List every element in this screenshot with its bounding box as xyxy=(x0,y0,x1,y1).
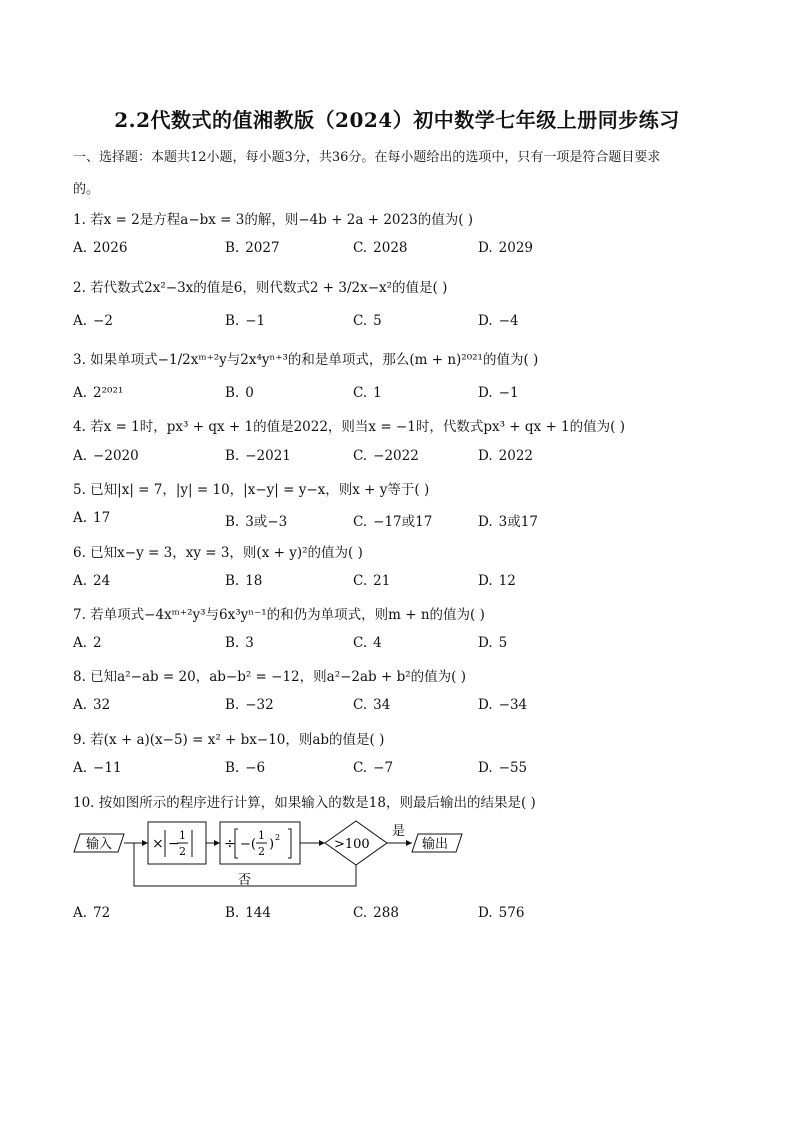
option-label: C. xyxy=(353,635,368,651)
question-3-stem: 3. 如果单项式−1/2xᵐ⁺²y与2x⁴yⁿ⁺³的和是单项式，那么(m + n)²⁰²¹的值为( ) xyxy=(73,352,539,368)
option-value: 288 xyxy=(373,905,399,921)
option-label: A. xyxy=(73,635,88,651)
question-6-stem: 6. 已知x−y = 3，xy = 3，则(x + y)²的值为( ) xyxy=(73,545,363,561)
option-c[interactable] xyxy=(353,313,382,329)
option-d[interactable] xyxy=(478,313,519,329)
option-value: 2 xyxy=(93,635,102,651)
option-label: A. xyxy=(73,313,88,329)
option-a[interactable] xyxy=(73,313,113,329)
question-8-stem: 8. 已知a²−ab = 20，ab−b² = −12，则a²−2ab + b²的值为( ) xyxy=(73,669,466,685)
svg-text:1: 1 xyxy=(179,829,186,842)
option-label: C. xyxy=(353,448,368,464)
svg-text:1: 1 xyxy=(258,829,265,842)
option-d[interactable] xyxy=(478,760,527,776)
option-label: A. xyxy=(73,573,88,589)
option-value: 34 xyxy=(373,697,391,713)
option-label: D. xyxy=(478,514,493,530)
option-value: 2028 xyxy=(373,240,408,256)
option-b[interactable] xyxy=(225,240,280,256)
option-label: B. xyxy=(225,385,240,401)
option-label: C. xyxy=(353,240,368,256)
option-label: A. xyxy=(73,905,88,921)
option-label: A. xyxy=(73,760,88,776)
option-a[interactable] xyxy=(73,510,110,526)
option-b[interactable] xyxy=(225,697,274,713)
option-value: −34 xyxy=(498,697,528,713)
option-a[interactable] xyxy=(73,240,127,256)
option-d[interactable] xyxy=(478,635,507,651)
option-label: D. xyxy=(478,905,493,921)
option-label: C. xyxy=(353,573,368,589)
option-value: −17或17 xyxy=(373,514,433,530)
option-label: D. xyxy=(478,313,493,329)
option-value: −32 xyxy=(245,697,274,713)
option-label: B. xyxy=(225,697,240,713)
svg-text:−: − xyxy=(168,836,180,852)
option-d[interactable] xyxy=(478,385,519,401)
option-label: A. xyxy=(73,697,88,713)
option-b[interactable] xyxy=(225,385,254,401)
option-a[interactable] xyxy=(73,697,110,713)
svg-text:): ) xyxy=(269,837,275,852)
option-a[interactable] xyxy=(73,905,110,921)
svg-text:2: 2 xyxy=(179,845,186,858)
option-value: 0 xyxy=(245,385,254,401)
question-7-stem: 7. 若单项式−4xᵐ⁺²y³与6x³yⁿ⁻¹的和仍为单项式，则m + n的值为( ) xyxy=(73,607,485,623)
svg-text:×: × xyxy=(152,836,164,852)
question-2-stem: 2. 若代数式2x²−3x的值是6，则代数式2 + 3/2x−x²的值是( ) xyxy=(73,280,448,296)
svg-text:2: 2 xyxy=(258,845,265,858)
option-value: −2021 xyxy=(245,448,291,464)
option-label: A. xyxy=(73,448,88,464)
option-label: A. xyxy=(73,240,88,256)
option-value: −7 xyxy=(373,760,394,776)
option-value: −2020 xyxy=(93,448,139,464)
option-label: B. xyxy=(225,240,240,256)
option-a[interactable] xyxy=(73,573,110,589)
option-label: A. xyxy=(73,385,88,401)
option-value: 5 xyxy=(498,635,508,651)
option-label: D. xyxy=(478,697,493,713)
option-c[interactable] xyxy=(353,905,399,921)
flow-output-label: 输出 xyxy=(422,837,449,852)
option-b[interactable] xyxy=(225,635,254,651)
question-5-stem: 5. 已知|x| = 7，|y| = 10，|x−y| = y−x，则x + y等于( ) xyxy=(73,482,430,498)
flow-no-label: 否 xyxy=(238,873,252,888)
option-a[interactable] xyxy=(73,635,102,651)
option-value: 576 xyxy=(498,905,525,921)
option-label: B. xyxy=(225,760,240,776)
option-label: B. xyxy=(225,905,240,921)
option-b[interactable] xyxy=(225,313,265,329)
question-2-options xyxy=(73,313,633,333)
option-value: −4 xyxy=(498,313,519,329)
option-value: 3或17 xyxy=(498,514,538,530)
option-d[interactable] xyxy=(478,697,527,713)
question-9-stem: 9. 若(x + a)(x−5) = x² + bx−10，则ab的值是( ) xyxy=(73,732,385,748)
option-d[interactable] xyxy=(478,240,533,256)
option-d[interactable] xyxy=(478,510,538,530)
option-label: C. xyxy=(353,905,368,921)
question-6-options xyxy=(73,573,633,593)
option-label: B. xyxy=(225,573,240,589)
option-value: 3 xyxy=(245,635,254,651)
option-c[interactable] xyxy=(353,510,432,530)
question-1-stem: 1. 若x = 2是方程a−bx = 3的解，则−4b + 2a + 2023的值为( ) xyxy=(73,212,474,228)
option-label: D. xyxy=(478,635,493,651)
page-title: 2.2代数式的值湘教版（2024）初中数学七年级上册同步练习 xyxy=(114,108,680,132)
option-d[interactable] xyxy=(478,573,516,589)
option-value: 1 xyxy=(373,385,382,401)
question-4-stem: 4. 若x = 1时，px³ + qx + 1的值是2022，则当x = −1时，代数式px³ + qx + 1的值为( ) xyxy=(73,419,625,435)
option-d[interactable] xyxy=(478,905,524,921)
option-value: 18 xyxy=(245,573,263,589)
option-value: 2027 xyxy=(245,240,280,256)
question-8-options xyxy=(73,697,633,717)
question-10-stem: 10. 按如图所示的程序进行计算，如果输入的数是18，则最后输出的结果是( ) xyxy=(73,795,536,811)
svg-text:2: 2 xyxy=(275,833,281,842)
option-label: D. xyxy=(478,448,493,464)
option-label: C. xyxy=(353,313,368,329)
option-value: 2029 xyxy=(498,240,533,256)
option-label: C. xyxy=(353,697,368,713)
svg-text:÷: ÷ xyxy=(224,836,236,852)
question-1-options xyxy=(73,240,633,260)
flow-condition-label: >100 xyxy=(334,837,370,852)
section-instructions-line2: 的。 xyxy=(73,182,100,197)
option-value: 4 xyxy=(373,635,382,651)
option-b[interactable] xyxy=(225,905,271,921)
option-value: −2022 xyxy=(373,448,419,464)
option-label: B. xyxy=(225,635,240,651)
option-c[interactable] xyxy=(353,635,382,651)
option-c[interactable] xyxy=(353,448,419,464)
question-5-options xyxy=(73,510,633,530)
option-value: −55 xyxy=(498,760,528,776)
option-value: −6 xyxy=(245,760,266,776)
question-10-options xyxy=(73,905,633,925)
option-label: C. xyxy=(353,385,368,401)
option-b[interactable] xyxy=(225,573,262,589)
option-value: −1 xyxy=(245,313,266,329)
option-value: 32 xyxy=(93,697,111,713)
option-label: B. xyxy=(225,448,240,464)
option-value: 3或−3 xyxy=(245,514,288,530)
option-label: B. xyxy=(225,313,240,329)
option-value: 2²⁰²¹ xyxy=(93,385,124,401)
section-instructions-line1: 一、选择题：本题共12小题，每小题3分，共36分。在每小题给出的选项中，只有一项是符合题目要求 xyxy=(73,150,661,165)
option-c[interactable] xyxy=(353,240,408,256)
option-value: 2026 xyxy=(93,240,128,256)
program-flowchart xyxy=(72,818,472,890)
option-b[interactable] xyxy=(225,448,291,464)
option-label: B. xyxy=(225,514,240,530)
option-value: 12 xyxy=(498,573,516,589)
option-label: C. xyxy=(353,514,368,530)
option-label: D. xyxy=(478,385,493,401)
option-value: 144 xyxy=(245,905,271,921)
option-value: 5 xyxy=(373,313,382,329)
option-value: 72 xyxy=(93,905,111,921)
option-value: −1 xyxy=(498,385,519,401)
option-label: C. xyxy=(353,760,368,776)
option-value: 2022 xyxy=(498,448,533,464)
option-a[interactable] xyxy=(73,760,122,776)
question-3-options xyxy=(73,385,633,405)
option-label: D. xyxy=(478,573,493,589)
option-b[interactable] xyxy=(225,510,287,530)
question-9-options xyxy=(73,760,633,780)
option-label: A. xyxy=(73,510,88,526)
option-value: 24 xyxy=(93,573,111,589)
option-value: −11 xyxy=(93,760,122,776)
option-b[interactable] xyxy=(225,760,265,776)
flow-input-label: 输入 xyxy=(86,837,113,852)
option-value: 17 xyxy=(93,510,111,526)
option-value: −2 xyxy=(93,313,113,329)
option-value: 21 xyxy=(373,573,391,589)
option-c[interactable] xyxy=(353,385,382,401)
option-a[interactable] xyxy=(73,448,139,464)
option-c[interactable] xyxy=(353,760,393,776)
option-label: D. xyxy=(478,240,493,256)
flow-yes-label: 是 xyxy=(392,824,406,839)
option-d[interactable] xyxy=(478,448,533,464)
question-4-options xyxy=(73,448,633,468)
svg-text:−(: −( xyxy=(240,837,256,852)
option-c[interactable] xyxy=(353,573,390,589)
option-c[interactable] xyxy=(353,697,390,713)
question-7-options xyxy=(73,635,633,655)
option-a[interactable] xyxy=(73,385,123,401)
option-label: D. xyxy=(478,760,493,776)
